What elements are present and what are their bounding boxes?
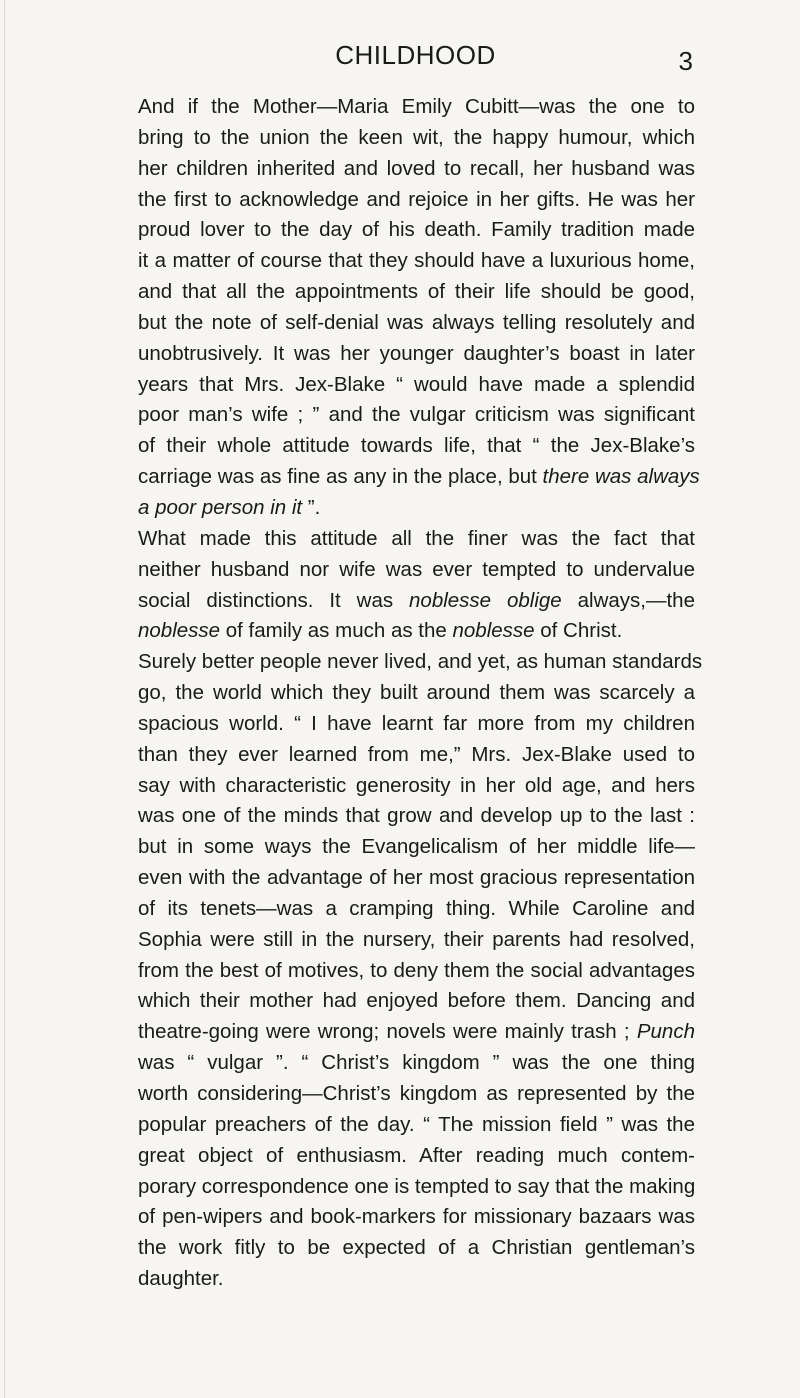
text-run: spacious world. “ I have learnt far more from my children [138,711,695,735]
italic-run: noblesse [138,619,221,643]
text-run: but the note of self-denial was always telling resolutely and [138,310,695,334]
text-run: bring to the union the keen wit, the happy humour, which [138,125,695,149]
text-line [138,1048,695,1079]
text-run: of pen-wipers and book-markers for missionary bazaars was [138,1205,695,1229]
page-header [138,40,693,80]
text-run: poor man’s wife ; ” and the vulgar criticism was significant [138,403,695,427]
text-line [138,801,695,832]
text-run: proud lover to the day of his death. Family tradition made [138,218,695,242]
text-line [138,894,695,925]
text-line [138,1079,695,1110]
text-run: of its tenets—was a cramping thing. While Caroline and [138,896,695,920]
text-line [138,956,695,987]
page-number: 3 [678,46,693,76]
text-line [138,154,695,185]
text-line [138,370,695,401]
text-line [138,1233,695,1264]
text-run: was “ vulgar ”. “ Christ’s kingdom ” was the one thing [138,1051,695,1075]
text-line [138,1141,695,1172]
text-run: And if the Mother—Maria Emily Cubitt—was the one to [138,95,695,118]
italic-run: there was always [542,465,700,489]
text-run: but in some ways the Evangelicalism of her middle life— [138,835,695,859]
body-text [138,92,703,1295]
italic-run: Punch [636,1020,695,1044]
text-run: What made this attitude all the finer was the fact that [138,526,695,550]
text-line [138,771,695,802]
text-line [138,986,695,1017]
text-run: than they ever learned from me,” Mrs. Jex-Blake used to [138,742,695,766]
text-line [138,925,695,956]
scan-edge-rule [4,0,5,1398]
text-line [138,92,695,123]
text-run: say with characteristic generosity in her old age, and hers [138,773,695,797]
text-run: daughter. [138,1267,224,1291]
text-run: social distinctions. It was [138,588,410,612]
text-line [138,647,703,678]
text-line [138,678,695,709]
text-line [138,1264,695,1295]
text-run: neither husband nor wife was ever tempted to undervalue [138,557,695,581]
text-run: her children inherited and loved to recall, her husband was [138,156,695,180]
text-run: of Christ. [534,619,623,643]
italic-run: a poor person in it [138,495,303,519]
text-run: the work fitly to be expected of a Christian gentleman’s [138,1236,695,1260]
text-run: of family as much as the [220,619,453,643]
text-run: and that all the appointments of their life should be good, [138,280,695,304]
text-line [138,863,695,894]
text-run: which their mother had enjoyed before them. Dancing and [138,989,695,1013]
text-line [138,1017,695,1048]
text-run: unobtrusively. It was her younger daughter’s boast in later [138,341,695,365]
text-run: from the best of motives, to deny them the social advantages [138,958,695,982]
text-run: Sophia were still in the nursery, their parents had resolved, [138,927,695,951]
text-run: the first to acknowledge and rejoice in her gifts. He was her [138,187,695,211]
text-run: of their whole attitude towards life, that “ the Jex-Blake’s [138,434,695,458]
text-run: it a matter of course that they should have a luxurious home, [138,249,695,273]
text-line [138,709,695,740]
text-line [138,1110,695,1141]
text-run: popular preachers of the day. “ The mission field ” was the [138,1112,695,1136]
text-run: porary correspondence one is tempted to say that the making [138,1174,696,1198]
text-run: even with the advantage of her most gracious representation [138,866,695,890]
text-line [138,1172,695,1203]
text-run: go, the world which they built around them was scarcely a [138,681,695,705]
text-line [138,832,695,863]
text-line [138,616,695,647]
text-line [138,400,695,431]
text-line [138,246,695,277]
text-run: carriage was as fine as any in the place, but [138,465,543,489]
text-line [138,123,695,154]
text-run: years that Mrs. Jex-Blake “ would have made a splendid [138,372,695,396]
text-run: was one of the minds that grow and develop up to the last : [138,804,695,828]
text-line [138,339,695,370]
text-line [138,555,695,586]
italic-run: noblesse oblige [409,588,562,612]
text-run: Surely better people never lived, and yet, as human standards [138,650,703,674]
italic-run: noblesse [452,619,535,643]
text-run: always,—the [561,588,695,612]
text-line [138,185,695,216]
text-line [138,740,695,771]
text-line [138,586,695,617]
text-line [138,524,695,555]
text-run: worth considering—Christ’s kingdom as represented by the [138,1082,695,1105]
text-run: theatre-going were wrong; novels were mainly trash ; [138,1020,637,1044]
running-head: CHILDHOOD [335,40,496,70]
text-line [138,493,695,524]
text-line [138,308,695,339]
text-line [138,215,695,246]
text-run: great object of enthusiasm. After reading much contem- [138,1143,695,1167]
text-line [138,462,700,493]
text-run: ”. [302,495,321,519]
text-line [138,431,695,462]
text-line [138,1202,695,1233]
text-line [138,277,695,308]
